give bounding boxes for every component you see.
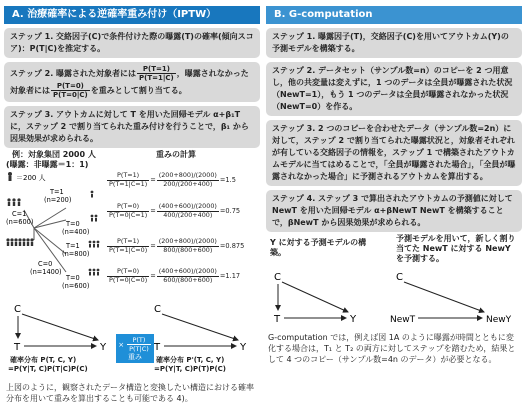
- iptw-step-2-pre: ステップ 2. 曝露された対象者には: [10, 69, 137, 78]
- arrow-c-y: [22, 314, 98, 340]
- gdag-left-c: C: [274, 272, 281, 283]
- gcomp-step-1: ステップ 1. 曝露因子(T)，交絡因子(C)を用いてアウトカム(Y)の予測モデルを構築する。: [266, 28, 522, 58]
- tree-t00-n: (n=600): [62, 282, 90, 290]
- eq-frac-r: [157, 268, 219, 284]
- tree-t00-label: T=0: [66, 274, 80, 282]
- eq-den: P(T=0|C=1): [109, 210, 148, 219]
- eq-rden: 800/(800+600): [163, 245, 213, 254]
- dag-left-c: C: [14, 304, 21, 315]
- tree-c0-label: C=0: [38, 260, 53, 268]
- iptw-dag-area: [4, 302, 260, 380]
- iptw-step-2-end: を重みとして割り当てる。: [90, 86, 187, 95]
- tree-t10-n: (n=400): [62, 228, 90, 236]
- eq-frac: [107, 238, 149, 254]
- weight-box-frac: [127, 336, 151, 353]
- eq-value: =0.875: [219, 242, 245, 250]
- g-arrow-c-newy: [404, 282, 484, 312]
- tree-t11-n: (n=200): [44, 196, 72, 204]
- gdag-left-y: Y: [350, 314, 357, 325]
- gcomp-step-2: ステップ 2. データセット（サンプル数=n）のコピーを 2 つ用意し，他の共変量は変えずに，1 つのデータは全員が曝露された状況（NewT=1），もう 1 つのデータは全員が曝露されなかった状況（NewT=0）を作る。: [266, 62, 522, 116]
- iptw-step-2-mid: ，曝露されなかった対象者には: [10, 69, 249, 95]
- eq-rden: 200/(200+400): [163, 179, 213, 188]
- example-ratio: (曝露：非曝露＝1：1): [6, 160, 89, 169]
- g-arrow-c-y: [282, 282, 348, 312]
- iptw-step-1: ステップ 1. 交絡因子(C)で条件付けた際の曝露(T)の確率(傾向スコア)：P(T|C)を推定する。: [4, 28, 260, 58]
- tree-t01-label: T=1: [66, 242, 80, 250]
- gcomp-step-3: ステップ 3. 2 つのコピーを合わせたデータ（サンプル数=2n）に対して，ステップ 2 で割り当てられた曝露状況と，対象者それぞれが有している交絡因子の情報を，ステップ 1 で構築されたアウトカムモデルに当てはめることで，「全員が曝露された場合」，「全員が曝露されなかった場合」に予測されるアウトカムを算出する。: [266, 120, 522, 186]
- eq-rnum: (200+800)/(2000): [158, 171, 217, 179]
- eq-value: =1.5: [219, 176, 236, 184]
- gcomp-dag-area: [266, 232, 522, 328]
- dist-right-1: 確率分布 P'(T, C, Y): [156, 356, 225, 364]
- tree-t11-label: T=1: [50, 188, 64, 196]
- eq-frac-r: [157, 203, 219, 219]
- iptw-example: [4, 150, 260, 302]
- panel-b-header: B. G-computation: [266, 6, 522, 24]
- eq-den: P(T=1|C=1): [109, 179, 148, 188]
- gdag-right-c: C: [396, 272, 403, 283]
- weight-eq-1: [106, 172, 236, 188]
- eq-frac: [107, 203, 149, 219]
- example-title: 例：対象集団 2000 人: [12, 150, 96, 159]
- weight-box: [116, 334, 154, 363]
- eq-frac: [107, 268, 149, 284]
- panel-a-header: A. 治療確率による逆確率重み付け（IPTW）: [4, 6, 260, 24]
- eq-frac-r: [157, 238, 219, 254]
- eq-rnum: (400+600)/(2000): [158, 202, 217, 210]
- gcomp-dags: [266, 268, 522, 326]
- people-c0-icon: [6, 238, 33, 246]
- population-tree: [4, 170, 104, 300]
- weight-box-num: P(T): [127, 336, 151, 345]
- tree-t10-label: T=0: [66, 220, 80, 228]
- tree-c1-label: C=1: [12, 210, 27, 218]
- frac-num: P(T=0): [51, 82, 90, 91]
- eq-den: P(T=1|C=0): [109, 245, 148, 254]
- dist-left-2: =P(Y|T, C)P(T|C)P(C): [8, 365, 88, 373]
- eq-num: P(T=0): [107, 203, 149, 212]
- eq-rden: 400/(200+400): [163, 210, 213, 219]
- gcomp-step-4: ステップ 4. ステップ 3 で算出されたアウトカムの予測値に対して NewT を用いた回帰モデル α+βNewT NewT を構築することで，βNewT から因果効果が求められる。: [266, 190, 522, 232]
- panel-g-computation: [266, 6, 522, 365]
- eq-value: =1.17: [219, 272, 241, 280]
- dag-right-y: Y: [240, 342, 247, 353]
- gdag-right-y: NewY: [486, 315, 512, 325]
- people-group-icons: [89, 191, 100, 276]
- legend-200-text: ＝200 人: [16, 174, 46, 182]
- eq-num: P(T=1): [107, 238, 149, 247]
- person-legend-icon: [8, 172, 12, 181]
- weight-eq-4: [106, 268, 240, 284]
- gcomp-footer: G-computation では，例えば図 1A のように曝露が時間とともに変化する場合は，T₁ と T₂ の両方に対してステップを踏むため，結果として 4 つのコピー（サンプル数=4n のデータ）が必要となる。: [268, 333, 516, 364]
- dist-left-1: 確率分布 P(T, C, Y): [10, 356, 77, 364]
- eq-sign: =: [150, 242, 156, 250]
- weight-fraction-exposed: [137, 65, 176, 82]
- gcomp-caption-right: 予測モデルを用いて，新しく割り当てた NewT に対する NewY を予測する。: [396, 234, 516, 263]
- gcomp-caption-left: Y に対する予測モデルの構築。: [270, 238, 367, 257]
- arrow-c-y-right: [162, 314, 238, 340]
- iptw-step-3: ステップ 3. アウトカムに対して T を用いた回帰モデル α+β₁T に，ステップ 2 で割り当てられた重み付けを行うことで，β₁ から因果効果が求められる。: [4, 106, 260, 148]
- tree-c1-n: (n=600): [6, 218, 34, 226]
- tree-c0-n: (n=1400): [30, 268, 62, 276]
- eq-sign: =: [150, 272, 156, 280]
- weight-eq-3: [106, 238, 244, 254]
- dag-right-t: T: [154, 342, 161, 353]
- eq-frac: [107, 172, 149, 188]
- gdag-left-t: T: [274, 314, 281, 325]
- eq-rden: 600/(800+600): [163, 275, 213, 284]
- weight-fraction-unexposed: [51, 82, 90, 99]
- eq-value: =0.75: [219, 207, 241, 215]
- weight-title: 重みの計算: [156, 150, 196, 159]
- weight-box-label: 重み: [128, 353, 142, 361]
- dag-right-c: C: [154, 304, 161, 315]
- eq-den: P(T=0|C=0): [109, 275, 148, 284]
- frac-den: P(T=1|C): [139, 74, 174, 82]
- frac-den: P(T=0|C): [53, 91, 88, 99]
- tree-t01-n: (n=800): [62, 250, 90, 258]
- times-sign: ×: [118, 340, 125, 349]
- gdag-right-t: NewT: [390, 315, 416, 325]
- dag-left-y: Y: [100, 342, 107, 353]
- eq-num: P(T=1): [107, 172, 149, 181]
- frac-num: P(T=1): [137, 65, 176, 74]
- weight-box-den: P(T|C): [129, 345, 149, 353]
- dag-left-t: T: [14, 342, 21, 353]
- dist-right-2: =P(Y|T, C)P(T)P(C): [154, 365, 226, 373]
- eq-sign: =: [150, 176, 156, 184]
- eq-num: P(T=0): [107, 268, 149, 277]
- people-c1-icon: [7, 198, 20, 206]
- panel-iptw: [4, 6, 260, 404]
- iptw-footer: 上図のように，観察されたデータ構造と変換したい構造における確率分布を用いて重みを算出することも可能である 4)。: [6, 383, 254, 403]
- iptw-step-2: [4, 62, 260, 102]
- eq-frac-r: [157, 172, 219, 188]
- eq-rnum: (200+800)/(2000): [158, 237, 217, 245]
- eq-rnum: (400+600)/(2000): [158, 267, 217, 275]
- weight-eq-2: [106, 203, 240, 219]
- eq-sign: =: [150, 207, 156, 215]
